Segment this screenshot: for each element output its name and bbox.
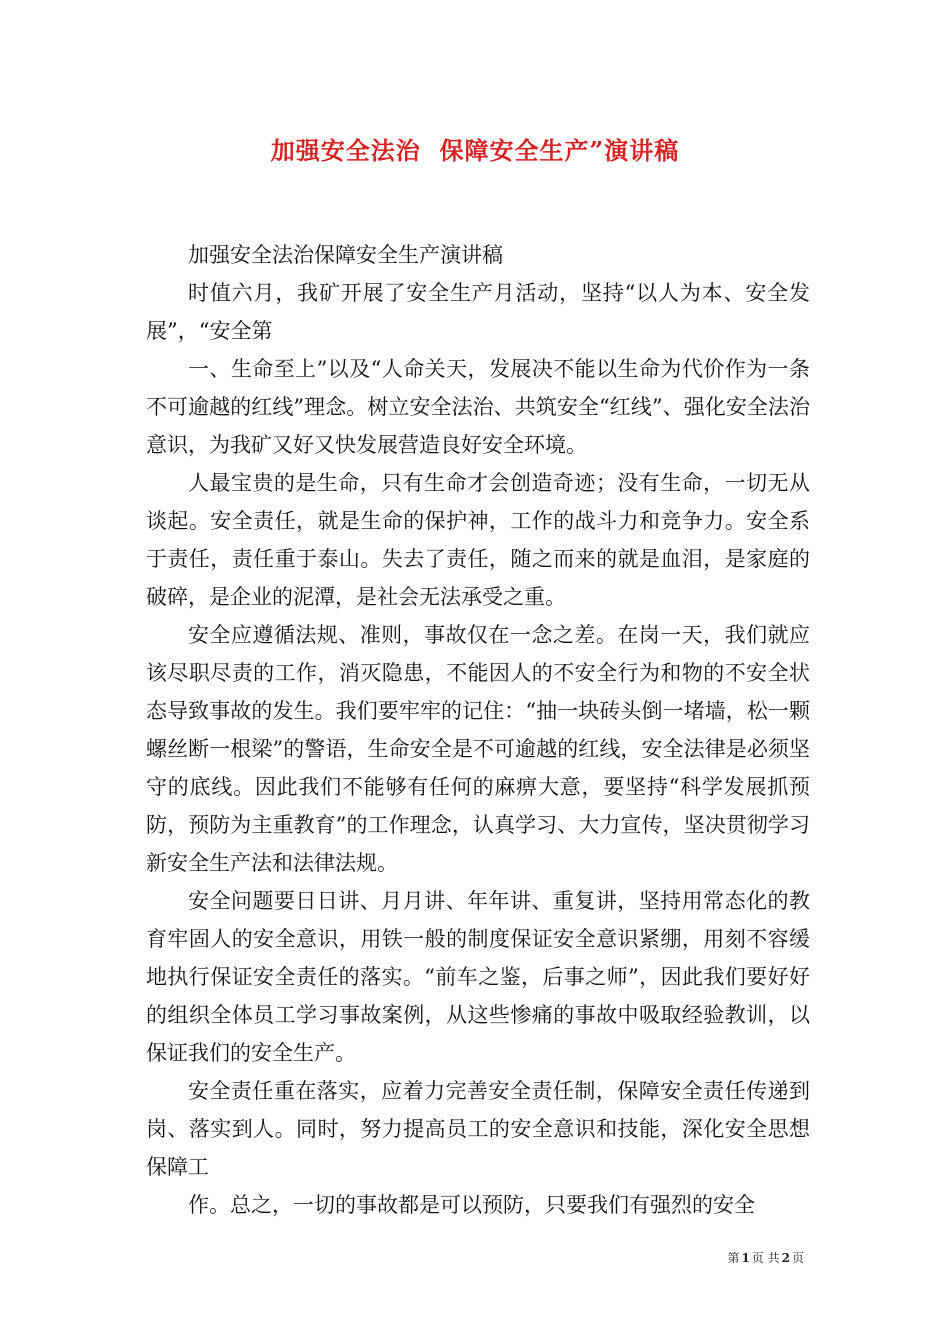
paragraph: 一、生命至上”以及“人命关天，发展决不能以生命为代价作为一条不可逾越的红线”理念。树立安全法治、共筑安全“红线”、强化安全法治意识，为我矿又好又快发展营造良好安全环境。 [146, 357, 810, 457]
paragraph: 安全责任重在落实，应着力完善安全责任制，保障安全责任传递到岗、落实到人。同时，努力提高员工的安全意识和技能，深化安全思想保障工 [146, 1079, 810, 1179]
footer-suffix: 页 [791, 1251, 804, 1265]
total-pages-number: 2 [781, 1251, 790, 1265]
document-title: 加强安全法治 保障安全生产”演讲稿 [270, 136, 680, 165]
footer-middle: 页 共 [751, 1251, 780, 1265]
paragraph: 时值六月，我矿开展了安全生产月活动，坚持“以人为本、安全发展”，“安全第 [146, 281, 810, 343]
paragraph: 人最宝贵的是生命，只有生命才会创造奇迹；没有生命，一切无从谈起。安全责任，就是生命的保护神，工作的战斗力和竞争力。安全系于责任，责任重于泰山。失去了责任，随之而来的就是血泪，是家庭的破碎，是企业的泥潭，是社会无法承受之重。 [146, 471, 810, 609]
paragraph: 作。总之，一切的事故都是可以预防，只要我们有强烈的安全 [188, 1193, 755, 1217]
paragraph: 加强安全法治保障安全生产演讲稿 [188, 243, 503, 267]
page-number-footer [727, 1249, 804, 1266]
paragraph: 安全应遵循法规、准则，事故仅在一念之差。在岗一天，我们就应该尽职尽责的工作，消灭隐患，不能因人的不安全行为和物的不安全状态导致事故的发生。我们要牢牢的记住：“抽一块砖头倒一堵墙，松一颗螺丝断一根梁”的警语，生命安全是不可逾越的红线，安全法律是必须坚守的底线。因此我们不能够有任何的麻痹大意，要坚持“科学发展抓预防，预防为主重教育”的工作理念，认真学习、大力宣传，坚决贯彻学习新安全生产法和法律法规。 [146, 623, 810, 875]
footer-prefix: 第 [727, 1251, 740, 1265]
document-body [146, 236, 810, 1224]
paragraph: 安全问题要日日讲、月月讲、年年讲、重复讲，坚持用常态化的教育牢固人的安全意识，用铁一般的制度保证安全意识紧绷，用刻不容缓地执行保证安全责任的落实。“前车之鉴，后事之师”，因此我们要好好的组织全体员工学习事故案例，从这些惨痛的事故中吸取经验教训，以保证我们的安全生产。 [146, 889, 810, 1065]
current-page-number: 1 [741, 1251, 750, 1265]
